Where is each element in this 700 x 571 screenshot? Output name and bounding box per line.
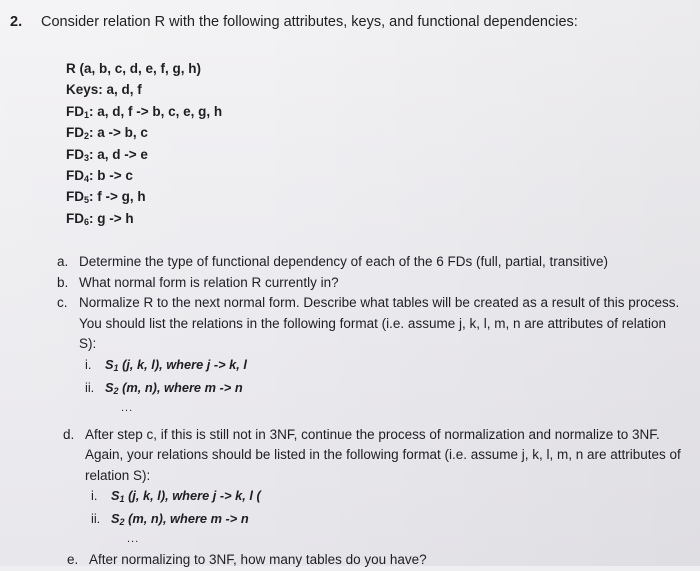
example-relation-1	[79, 355, 687, 378]
relation-subscript: 2	[119, 517, 125, 527]
task-a	[57, 252, 687, 273]
fd-subscript: 6	[84, 216, 90, 227]
roman-numeral: ii.	[91, 511, 101, 526]
task-text: After step c, if this is still not in 3NF, continue the process of normalization and normalize to 3NF. Again, your relations should be listed in the following format (i.e. assume j, k, l, m, n are attributes of relation S):	[85, 426, 681, 483]
task-marker: b.	[57, 274, 69, 290]
fd-rule: : a -> b, c	[89, 125, 148, 141]
task-text: What normal form is relation R currently in?	[79, 274, 339, 290]
fd-rule: : a, d -> e	[89, 146, 148, 162]
fd-rule: : g -> h	[89, 210, 134, 226]
relation-format: (j, k, l), where j -> k, l (	[124, 488, 261, 503]
fd-label: FD	[66, 189, 84, 205]
task-e	[67, 550, 687, 571]
fd-subscript: 5	[84, 195, 90, 206]
ellipsis: ...	[121, 401, 134, 414]
fd-label: FD	[66, 146, 84, 162]
task-marker: e.	[67, 552, 79, 567]
fd-6	[66, 208, 222, 229]
fd-rule: : f -> g, h	[89, 189, 146, 205]
task-marker: d.	[63, 426, 75, 442]
example-relation-2	[85, 509, 687, 532]
fd-4	[66, 165, 222, 186]
roman-numeral: ii.	[85, 379, 95, 395]
ellipsis: ...	[127, 533, 140, 545]
fd-label: FD	[66, 125, 84, 141]
fd-subscript: 4	[84, 173, 90, 184]
task-marker: a.	[57, 254, 69, 269]
fd-label: FD	[66, 210, 84, 226]
fd-rule: : b -> c	[89, 167, 133, 183]
example-relation-2	[79, 378, 687, 401]
roman-numeral: i.	[91, 488, 98, 503]
task-text: Determine the type of functional dependency of each of the 6 FDs (full, partial, transitive)	[79, 254, 609, 269]
task-b	[57, 273, 687, 294]
relation-format: (j, k, l), where j -> k, l	[118, 356, 247, 372]
fd-label: FD	[66, 103, 84, 119]
relation-format: (m, n), where m -> n	[118, 379, 243, 395]
relation-subscript: 2	[113, 385, 119, 396]
example-relation-1	[85, 486, 687, 509]
relation-name: S	[111, 488, 120, 503]
task-list	[57, 252, 687, 571]
roman-numeral: i.	[85, 356, 92, 372]
task-marker: c.	[57, 295, 68, 310]
fd-subscript: 2	[84, 131, 90, 142]
relation-subscript: 1	[119, 494, 125, 504]
fd-subscript: 3	[84, 152, 90, 163]
relation-keys: Keys: a, d, f	[66, 82, 142, 98]
relation-name: S	[105, 356, 114, 372]
relation-format: (m, n), where m -> n	[124, 511, 249, 526]
relation-name: S	[105, 379, 114, 395]
relation-name: S	[111, 511, 120, 526]
task-d	[63, 425, 687, 547]
fd-1	[66, 101, 222, 122]
question-number: 2.	[10, 14, 23, 30]
fd-rule: : a, d, f -> b, c, e, g, h	[89, 103, 223, 119]
task-text: Normalize R to the next normal form. Describe what tables will be created as a result of this process. You should list the relations in the following format (i.e. assume j, k, l, m, n are attributes of relation S):	[79, 295, 680, 351]
relation-schema	[66, 58, 222, 229]
fd-5	[66, 186, 222, 207]
fd-2	[66, 122, 222, 143]
relation-subscript: 1	[113, 362, 119, 373]
question-prompt: Consider relation R with the following attributes, keys, and functional dependencies:	[41, 14, 578, 30]
task-text: After normalizing to 3NF, how many tables do you have?	[89, 552, 427, 567]
fd-subscript: 1	[84, 109, 90, 120]
fd-3	[66, 144, 222, 165]
fd-label: FD	[66, 167, 84, 183]
relation-definition: R (a, b, c, d, e, f, g, h)	[66, 61, 202, 76]
task-c	[57, 293, 687, 415]
